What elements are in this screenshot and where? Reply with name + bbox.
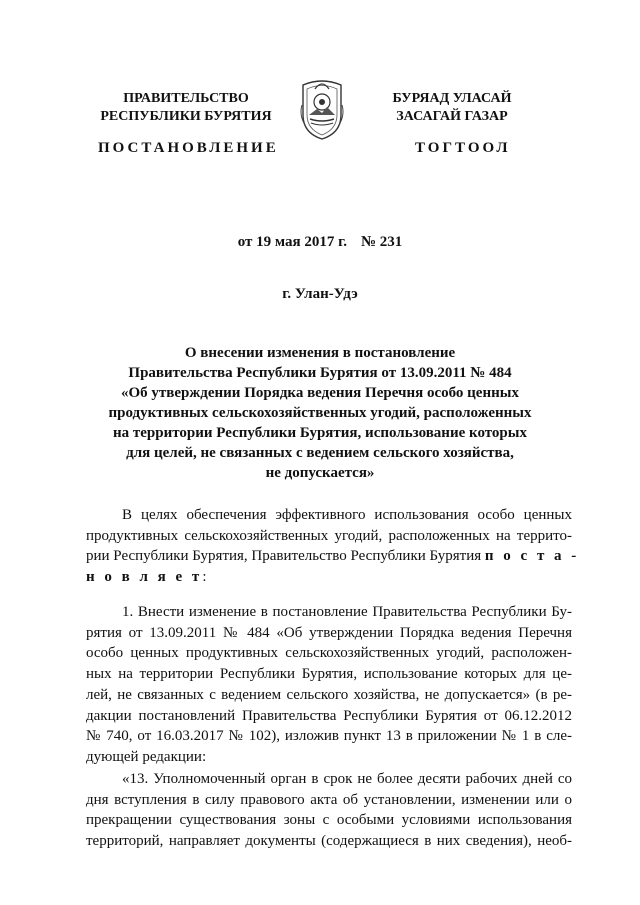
document-city: г. Улан-Удэ bbox=[282, 286, 358, 302]
paragraph-line-text: рии Республики Бурятия, Правительство Республики Бурятия bbox=[86, 548, 482, 565]
paragraph-line bbox=[86, 546, 580, 567]
paragraph-line: дующей редакции: bbox=[86, 748, 207, 765]
document-number: № 231 bbox=[360, 234, 403, 250]
government-name-line2: РЕСПУБЛИКИ БУРЯТИЯ bbox=[100, 109, 272, 124]
title-line: О внесении изменения в постановление bbox=[184, 345, 456, 361]
paragraph-line: продуктивных сельскохозяйственных угодий, расположенных на террито- bbox=[86, 527, 572, 544]
colon: : bbox=[202, 569, 207, 586]
title-line: не допускается» bbox=[265, 465, 375, 481]
clause-13-paragraph bbox=[86, 769, 572, 852]
paragraph-line: рятия от 13.09.2011 № 484 «Об утверждении Порядка ведения Перечня bbox=[86, 624, 572, 641]
title-line: на территории Республики Бурятия, использование которых bbox=[113, 425, 527, 441]
paragraph-line: ных на территории Республики Бурятия, использование которых для це- bbox=[86, 666, 572, 683]
government-name-buryat bbox=[362, 90, 542, 126]
document-type-buryat: ТОГТООЛ bbox=[415, 140, 511, 156]
paragraph-line: особо ценных продуктивных сельскохозяйственных угодий, расположен- bbox=[86, 645, 572, 662]
resolution-verb-part2: н о в л я е т bbox=[86, 569, 203, 586]
paragraph-line: дня вступления в силу правового акта об установлении, изменении или о bbox=[86, 791, 572, 808]
title-line: «Об утверждении Порядка ведения Перечня особо ценных bbox=[121, 385, 519, 401]
document-date: от 19 мая 2017 г. bbox=[237, 234, 347, 250]
paragraph-line: территорий, направляет документы (содержащиеся в них сведения), необ- bbox=[86, 833, 572, 850]
document-date-line bbox=[0, 234, 640, 251]
document-title bbox=[100, 343, 540, 483]
resolution-verb-part1: п о с т а - bbox=[484, 548, 580, 565]
government-name-buryat-line2: ЗАСАГАЙ ГАЗАР bbox=[396, 109, 508, 124]
government-name-line1: ПРАВИТЕЛЬСТВО bbox=[123, 91, 249, 106]
paragraph-line: 1. Внести изменение в постановление Правительства Республики Бу- bbox=[122, 604, 572, 620]
document-type-russian: ПОСТАНОВЛЕНИЕ bbox=[98, 140, 279, 156]
title-line: для целей, не связанных с ведением сельского хозяйства, bbox=[126, 445, 514, 461]
government-name-buryat-line1: БУРЯАД УЛАСАЙ bbox=[392, 91, 512, 106]
title-line: продуктивных сельскохозяйственных угодий, расположенных bbox=[108, 405, 532, 421]
paragraph-line: «13. Уполномоченный орган в срок не более десяти рабочих дней со bbox=[122, 771, 572, 787]
paragraph-line: лей, не связанных с ведением сельского хозяйства, не допускается» (в ре- bbox=[86, 686, 572, 703]
coat-of-arms-icon bbox=[297, 75, 347, 141]
preamble-paragraph bbox=[86, 505, 580, 588]
paragraph-line: прекращении существования зоны с особыми условиями использования bbox=[86, 812, 572, 829]
paragraph-line: В целях обеспечения эффективного использования особо ценных bbox=[122, 507, 572, 523]
government-name-russian bbox=[96, 90, 276, 126]
paragraph-line: № 740, от 16.03.2017 № 102), изложив пункт 13 в приложении № 1 в сле- bbox=[86, 728, 572, 745]
title-line: Правительства Республики Бурятия от 13.09.2011 № 484 bbox=[128, 365, 512, 381]
clause-1-paragraph bbox=[86, 602, 572, 768]
paragraph-line bbox=[86, 567, 572, 588]
paragraph-line: дакции постановлений Правительства Республики Бурятия от 06.12.2012 bbox=[86, 707, 572, 724]
